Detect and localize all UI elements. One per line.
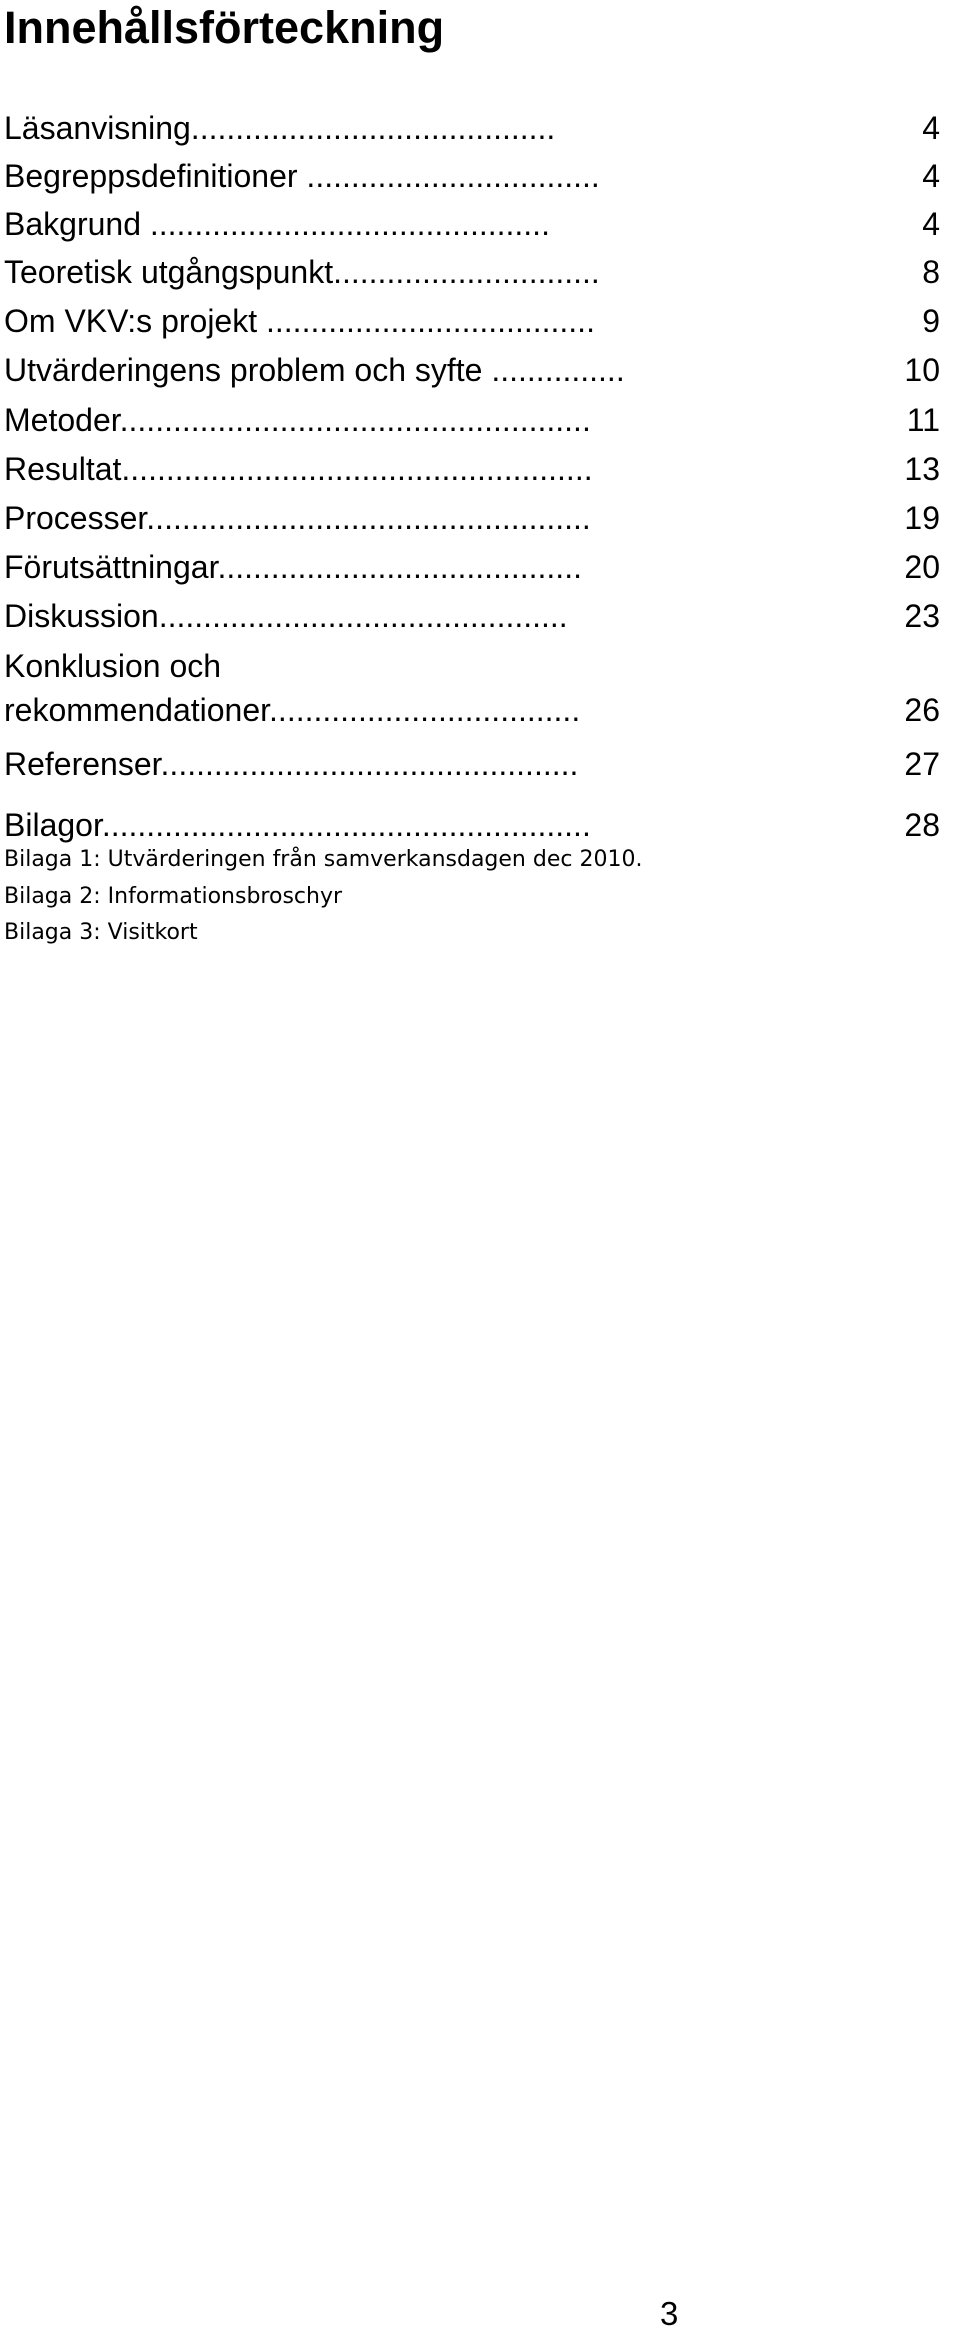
toc-leader-dots: .............................. [333,254,600,290]
toc-leader-dots: ......................................... [217,549,582,585]
toc-entry-processer[interactable] [4,494,944,542]
toc-leader-dots: ............................................... [160,746,579,782]
toc-entry-begreppsdefinitioner[interactable] [4,152,944,200]
toc-leader-dots: ......................................... [190,110,556,146]
toc-leader-dots: ................................. [306,158,600,194]
toc-entry-title: Metoder..................................................... [4,402,591,438]
toc-entry-page: 20 [904,549,940,585]
toc-entry-forutsattningar[interactable] [4,543,944,591]
toc-leader-dots: .................................................. [146,500,591,536]
toc-leader-dots: ....................................................... [101,807,591,843]
toc-entry-title: Diskussion.............................................. [4,598,568,634]
toc-entry-teoretisk-utgangspunkt[interactable] [4,248,944,296]
toc-entry-title: Processer.................................................. [4,500,591,536]
toc-entry-konklusion[interactable] [4,644,944,732]
toc-entry-bilagor[interactable] [4,801,944,849]
toc-entry-page: 8 [922,254,940,290]
toc-entry-page: 28 [904,807,940,843]
appendix-item: Bilaga 2: Informationsbroschyr [4,884,343,909]
toc-entry-diskussion[interactable] [4,592,944,640]
toc-entry-title-line1: Konklusion och [4,648,222,684]
toc-entry-page: 27 [904,746,940,782]
toc-leader-dots: ................................... [269,692,581,728]
toc-entry-title: Läsanvisning......................................... [4,110,556,146]
toc-entry-page: 4 [922,206,940,242]
toc-entry-page: 26 [904,692,940,728]
toc-entry-page: 19 [904,500,940,536]
toc-entry-title: Utvärderingens problem och syfte ............... [4,352,625,388]
toc-leader-dots: ..................................... [266,303,595,339]
toc-entry-referenser[interactable] [4,740,944,788]
toc-entry-resultat[interactable] [4,445,944,493]
toc-leader-dots: ..................................................... [119,402,591,438]
toc-entry-title: rekommendationer................................... [4,692,581,728]
toc-entry-page: 9 [922,303,940,339]
toc-entry-title: Om VKV:s projekt ..................................... [4,303,595,339]
toc-entry-title: Bilagor....................................................... [4,807,591,843]
toc-leader-dots: ..................................................... [121,451,593,487]
toc-entry-page: 4 [922,158,940,194]
toc-entry-title: Resultat..................................................... [4,451,593,487]
toc-entry-title: Begreppsdefinitioner ................................. [4,158,600,194]
toc-entry-lasanvisning[interactable] [4,104,944,152]
page-title: Innehållsförteckning [4,2,445,53]
toc-entry-page: 13 [904,451,940,487]
toc-leader-dots: ............... [491,352,625,388]
toc-entry-metoder[interactable] [4,396,944,444]
toc-entry-utvarderingens-problem[interactable] [4,346,944,394]
toc-entry-title: Bakgrund ............................................. [4,206,550,242]
toc-entry-page: 23 [904,598,940,634]
toc-entry-title: Teoretisk utgångspunkt.............................. [4,254,600,290]
toc-leader-dots: .............................................. [158,598,568,634]
toc-entry-om-vkvs-projekt[interactable] [4,297,944,345]
toc-entry-page: 10 [904,352,940,388]
toc-leader-dots: ............................................. [149,206,550,242]
toc-entry-page: 4 [922,110,940,146]
appendix-item: Bilaga 1: Utvärderingen från samverkansdagen dec 2010. [4,847,643,872]
appendix-item: Bilaga 3: Visitkort [4,920,198,945]
toc-entry-page: 11 [906,402,940,438]
page-number: 3 [660,2295,679,2332]
toc-entry-title: Förutsättningar......................................... [4,549,582,585]
toc-entry-title: Referenser............................................... [4,746,579,782]
toc-entry-bakgrund[interactable] [4,200,944,248]
